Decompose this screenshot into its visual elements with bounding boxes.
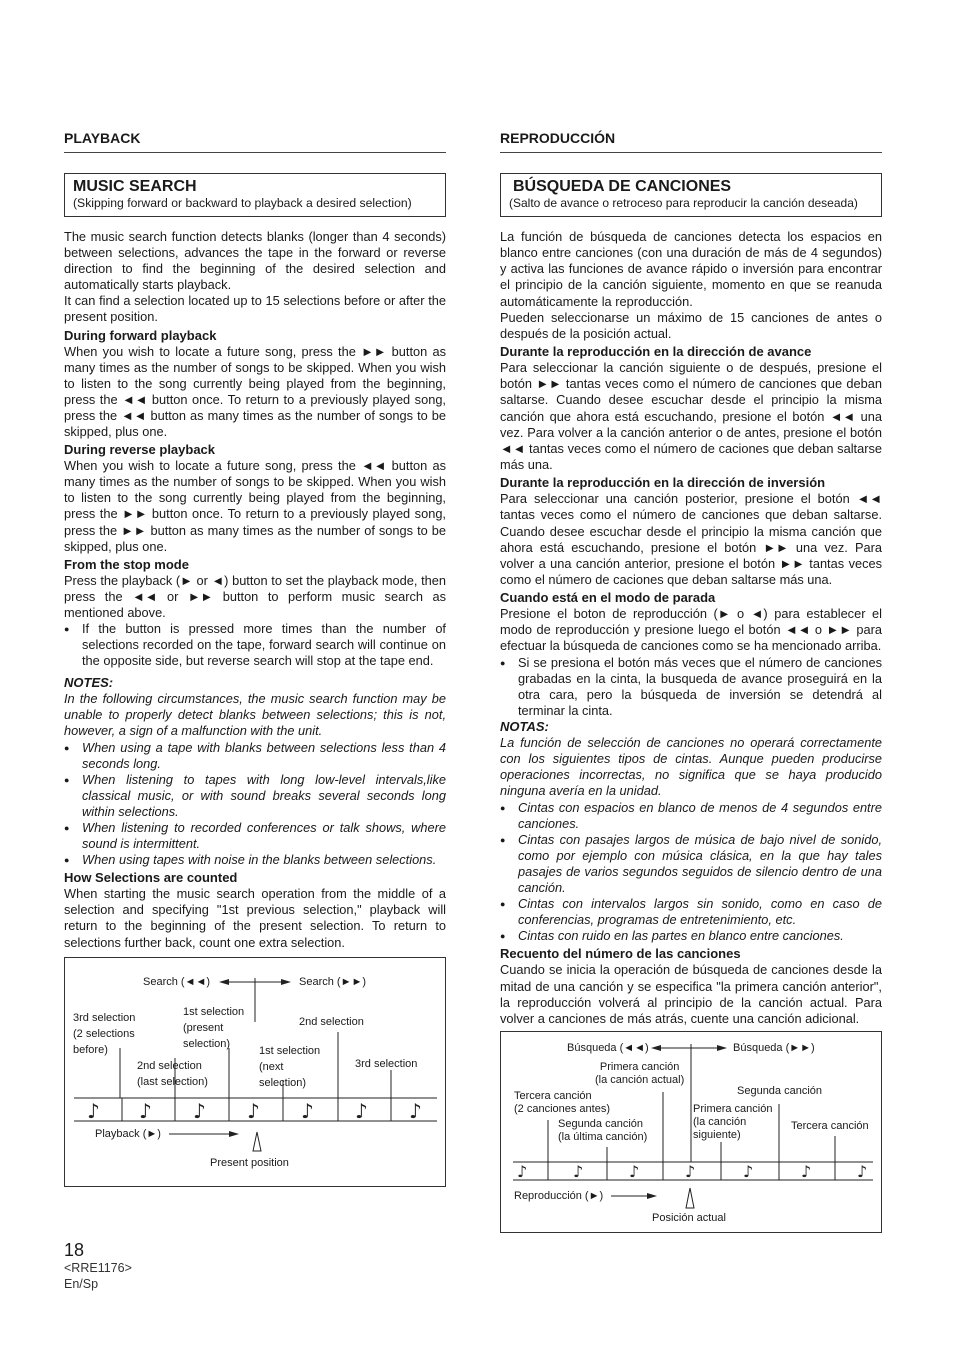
note-item: ● When listening to tapes with long low-level intervals,like classical music, or with sound breaks several seconds long within selections. xyxy=(64,772,446,820)
svg-text:♪: ♪ xyxy=(517,1162,528,1182)
svg-text:♪: ♪ xyxy=(629,1162,640,1182)
subheading-forward: Durante la reproducción en la dirección de avance xyxy=(500,344,812,360)
reverse-paragraph: Para seleccionar una canción posterior, presione el botón ◄◄ tantas veces como el número de canciones que deban saltarse. Cuando desee escuchar desde el principio la misma canción que ahora está escuchando, presione el botón ►► una vez. Para volver a una canción anterior, presione el botón ►► tantas veces como el número de caciones que deban saltarse más una. xyxy=(500,491,882,587)
tercera-label: Tercera canción xyxy=(791,1120,869,1133)
intro-paragraph-2: It can find a selection located up to 15 selections before or after the present position. xyxy=(64,293,446,325)
primera-actual-label: Primera canción (la canción actual) xyxy=(595,1061,685,1087)
stop-bullets xyxy=(64,621,446,669)
stop-paragraph: Presione el boton de reproducción (► o ◄) para establecer el modo de reproducción y presione luego el botón ◄◄ o ►► para efectuar la búsqueda de canciones como se ha mencionado arriba. xyxy=(500,606,882,654)
svg-text:♪: ♪ xyxy=(87,1098,100,1123)
svg-text:♪: ♪ xyxy=(857,1162,868,1182)
sel2-next-label: 2nd selection xyxy=(299,1015,364,1028)
reproduccion-label: Reproducción (►) xyxy=(514,1190,604,1203)
subheading-stop: From the stop mode xyxy=(64,556,189,572)
primera-siguiente-label: Primera canción (la canción siguiente) xyxy=(693,1103,773,1142)
posicion-actual-label: Posición actual xyxy=(652,1212,726,1225)
sel1-next-label: 1st selection (next selection) xyxy=(259,1044,321,1089)
box-subtitle: (Salto de avance o retroceso para reproducir la canción deseada) xyxy=(509,196,858,210)
svg-text:♪: ♪ xyxy=(409,1098,422,1123)
svg-text:♪: ♪ xyxy=(139,1098,152,1123)
forward-paragraph: When you wish to locate a future song, press the ►► button as many times as the number of songs to be skipped. When you wish to listen to the song currently being played from the beginning, press the ◄◄ button once. To return to a previously played song, press the ◄◄ button as many times as the number of songs to be skipped, plus one. xyxy=(64,343,446,440)
notes-title: NOTES: xyxy=(64,675,114,691)
note-item: ● Cintas con intervalos largos sin sonido, como en caso de conferencias, programas de entretenimiento, etc. xyxy=(500,896,882,928)
sel3-next-label: 3rd selection xyxy=(355,1057,418,1070)
language-code: En/Sp xyxy=(64,1277,99,1291)
intro-paragraph: La función de búsqueda de canciones detecta los espacios en blanco entre canciones (con una duración de más de 4 segundos) y activa las funciones de avance rápido o inversión para encontrar el principio de la canción siguiente, momento en que se reanuda automáticamente la reproducción. xyxy=(500,229,882,309)
notes-list xyxy=(64,740,446,869)
reverse-paragraph: When you wish to locate a future song, press the ◄◄ button as many times as the number of songs to be skipped. When you wish to listen to the song currently being played from the beginning, press the ►► button once. To return to a previously played song, press the ►► button as many times as the number of songs to be skipped, plus one. xyxy=(64,458,446,554)
diagram-lines xyxy=(65,958,445,1186)
svg-text:♪: ♪ xyxy=(685,1162,696,1182)
page-number: 18 xyxy=(64,1240,85,1260)
search-rev-label: Búsqueda (◄◄) xyxy=(567,1042,649,1055)
subheading-reverse: During reverse playback xyxy=(64,442,216,458)
box-title: BÚSQUEDA DE CANCIONES xyxy=(513,178,732,195)
stop-paragraph: Press the playback (► or ◄) button to set the playback mode, then press the ◄◄ or ►► button to perform music search as mentioned above. xyxy=(64,572,446,620)
note-item: ● When using tapes with noise in the blanks between selections. xyxy=(64,852,446,868)
intro-paragraph-2: Pueden seleccionarse un máximo de 15 canciones de antes o después de la posición actual. xyxy=(500,309,882,341)
intro-paragraph: The music search function detects blanks (longer than 4 seconds) between selections, advances the tape in the forward or reverse direction to find the beginning of the desired selection and automatically starts playback. xyxy=(64,229,446,293)
segunda-ultima-label: Segunda canción (la última canción) xyxy=(558,1118,648,1144)
note-item: ● When listening to recorded conferences or talk shows, where sound is intermittent. xyxy=(64,820,446,852)
sel1-present-label: 1st selection (present selection) xyxy=(183,1005,245,1050)
playback-label: Playback (►) xyxy=(95,1127,161,1140)
note-item: ● When using a tape with blanks between selections less than 4 seconds long. xyxy=(64,740,446,772)
bullet-item: ● If the button is pressed more times than the number of selections recorded on the tape, forward search will continue on the opposite side, but reverse search will stop at the tape end. xyxy=(64,621,446,669)
title-box xyxy=(64,173,446,217)
notes-intro: La función de selección de canciones no operará correctamente con los siguientes tipos de cintas. Aunque pueden producirse operaciones incorrectas, no significa que se haya producido ninguna avería en la unidad. xyxy=(500,734,882,799)
svg-text:♪: ♪ xyxy=(801,1162,812,1182)
search-fwd-label: Search (►►) xyxy=(299,975,367,988)
present-position-label: Present position xyxy=(210,1156,289,1169)
subheading-stop: Cuando está en el modo de parada xyxy=(500,590,716,606)
tercera-antes-label: Tercera canción (2 canciones antes) xyxy=(514,1090,610,1116)
left-column xyxy=(64,128,446,1187)
note-item: ● Cintas con pasajes largos de música de bajo nivel de sonido, como por ejemplo con música clásica, en la que hay tales pasajes de varios segundos seguidos de silencio dentro de una canción. xyxy=(500,832,882,896)
document-code: <RRE1176> xyxy=(64,1261,132,1275)
sel2-last-label: 2nd selection (last selection) xyxy=(137,1059,208,1088)
selection-count-diagram xyxy=(64,957,446,1187)
search-rev-label: Search (◄◄) xyxy=(143,975,211,988)
section-heading: PLAYBACK xyxy=(64,128,446,153)
page-footer xyxy=(64,1240,132,1292)
count-paragraph: Cuando se inicia la operación de búsqueda de canciones desde la mitad de una canción y se especifica "la primera canción anterior", la reproducción volverá al principio de la canción actual. Para volver a canciones de más atrás, cuente una canción adicional. xyxy=(500,962,882,1026)
subheading-reverse: Durante la reproducción en la dirección de inversión xyxy=(500,475,826,491)
right-column xyxy=(500,128,882,1233)
svg-text:♪: ♪ xyxy=(247,1098,260,1123)
note-item: ● Cintas con espacios en blanco de menos de 4 segundos entre canciones. xyxy=(500,800,882,832)
selection-count-diagram xyxy=(500,1031,882,1233)
svg-text:♪: ♪ xyxy=(573,1162,584,1182)
svg-text:♪: ♪ xyxy=(301,1098,314,1123)
subheading-forward: During forward playback xyxy=(64,327,217,343)
title-box xyxy=(500,173,882,217)
box-subtitle: (Skipping forward or backward to playback a desired selection) xyxy=(73,196,412,210)
subheading-count: Recuento del número de las canciones xyxy=(500,946,741,962)
notes-list xyxy=(500,800,882,945)
svg-text:♪: ♪ xyxy=(193,1098,206,1123)
notes-title: NOTAS: xyxy=(500,718,549,734)
stop-bullets xyxy=(500,655,882,719)
section-heading: REPRODUCCIÓN xyxy=(500,128,882,153)
count-paragraph: When starting the music search operation from the middle of a selection and specifying "1st previous selection," playback will return to the beginning of the present selection. To return to selections further back, count one extra selection. xyxy=(64,886,446,950)
svg-text:♪: ♪ xyxy=(743,1162,754,1182)
sel3-prev-label: 3rd selection (2 selections before) xyxy=(73,1011,136,1056)
box-title: MUSIC SEARCH xyxy=(73,178,197,195)
notes-intro: In the following circumstances, the music search function may be unable to properly detect blanks between selections; this is not, however, a sign of a malfunction with the unit. xyxy=(64,691,446,739)
svg-text:♪: ♪ xyxy=(355,1098,368,1123)
subheading-count: How Selections are counted xyxy=(64,870,238,886)
search-fwd-label: Búsqueda (►►) xyxy=(733,1042,815,1055)
forward-paragraph: Para seleccionar la canción siguiente o de después, presione el botón ►► tantas veces como el número de canciones que deban saltarse. Cuando desee escuchar desde el principio la misma canción que ahora está escuchando, presione el botón ◄◄ una vez. Para volver a la canción anterior o de antes, presione el botón ◄◄ tantas veces como el número de caciones que deban saltarse más una. xyxy=(500,360,882,473)
bullet-item: ● Si se presiona el botón más veces que el número de canciones grabadas en la cinta, la busqueda de avance proseguirá en la otra cara, pero la búsqueda de inversión se detendrá al terminar la cinta. xyxy=(500,655,882,719)
segunda-label: Segunda canción xyxy=(737,1085,823,1098)
note-item: ● Cintas con ruido en las partes en blanco entre canciones. xyxy=(500,928,882,944)
